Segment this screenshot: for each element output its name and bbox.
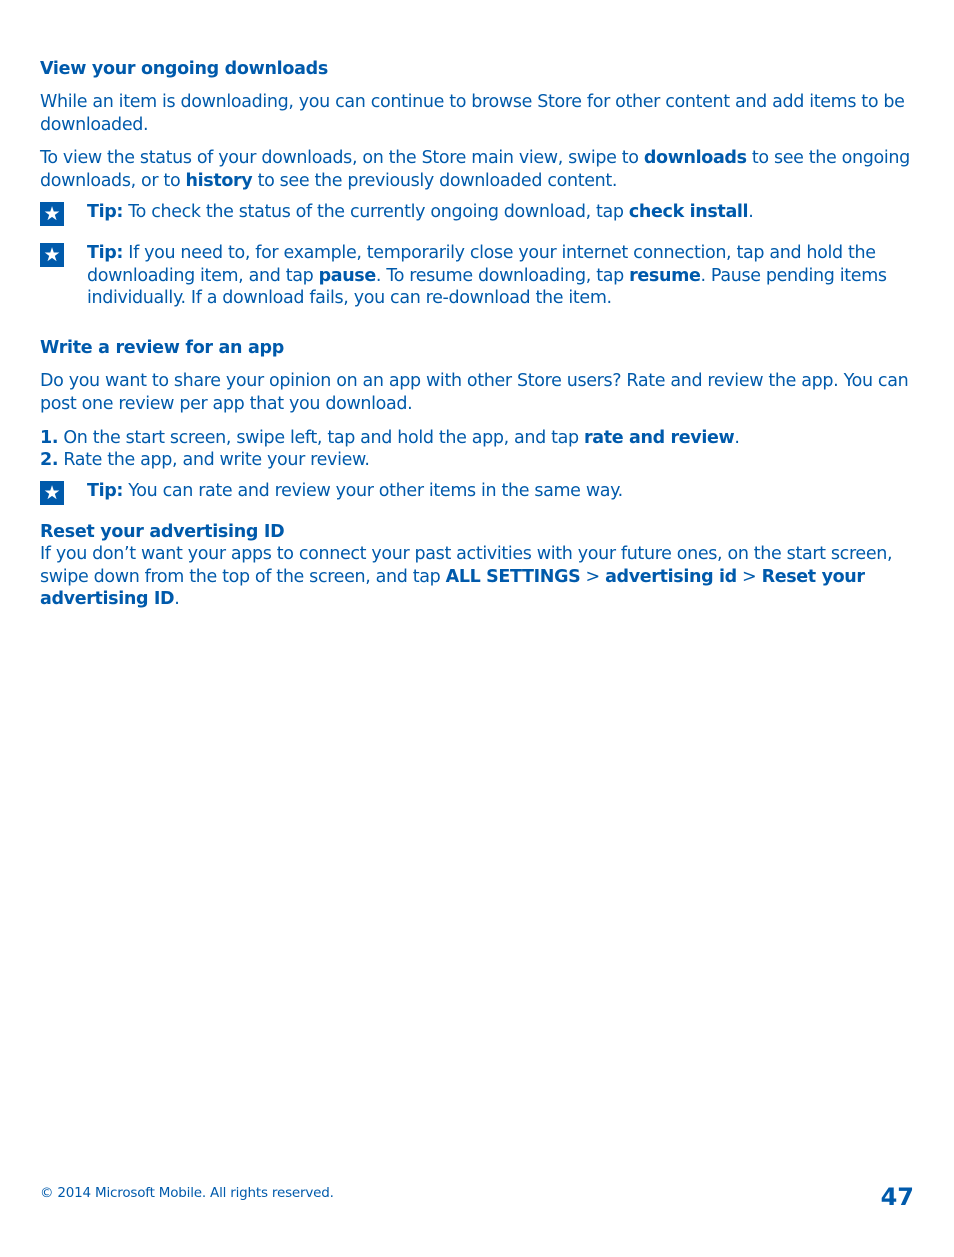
page-number: 47 xyxy=(880,1183,914,1211)
paragraph-view-status: To view the status of your downloads, on the Store main view, swipe to downloads to see the ongoing downloads, or to history to see the previously downloaded content. xyxy=(40,148,910,191)
tip-pause-resume: Tip: If you need to, for example, temporarily close your internet connection, tap and hold the downloading item, and tap pause. To resume downloading, tap resume. Pause pending items individually. If a download fails, you can re-download the item. xyxy=(87,243,887,309)
paragraph-reset-advertising-id: If you don’t want your apps to connect your past activities with your future ones, on the start screen, swipe down from the top of the screen, and tap ALL SETTINGS > advertising id > Reset your advertising ID. xyxy=(40,544,893,610)
star-icon: ★ xyxy=(40,481,64,505)
heading-reset-advertising-id: Reset your advertising ID xyxy=(40,522,285,542)
footer-copyright: © 2014 Microsoft Mobile. All rights reserved. xyxy=(40,1185,334,1201)
paragraph-share-opinion: Do you want to share your opinion on an app with other Store users? Rate and review the app. You can post one review per app that you download. xyxy=(40,371,909,414)
star-icon: ★ xyxy=(40,243,64,267)
tip-rate-other-items: Tip: You can rate and review your other items in the same way. xyxy=(87,481,623,501)
paragraph-browse-store: While an item is downloading, you can continue to browse Store for other content and add items to be downloaded. xyxy=(40,92,905,135)
star-icon: ★ xyxy=(40,202,64,226)
step-1: 1. On the start screen, swipe left, tap and hold the app, and tap rate and review. xyxy=(40,428,740,448)
heading-view-downloads: View your ongoing downloads xyxy=(40,59,328,79)
step-2: 2. Rate the app, and write your review. xyxy=(40,450,370,470)
tip-check-install: Tip: To check the status of the currently ongoing download, tap check install. xyxy=(87,202,754,222)
heading-write-review: Write a review for an app xyxy=(40,338,284,358)
